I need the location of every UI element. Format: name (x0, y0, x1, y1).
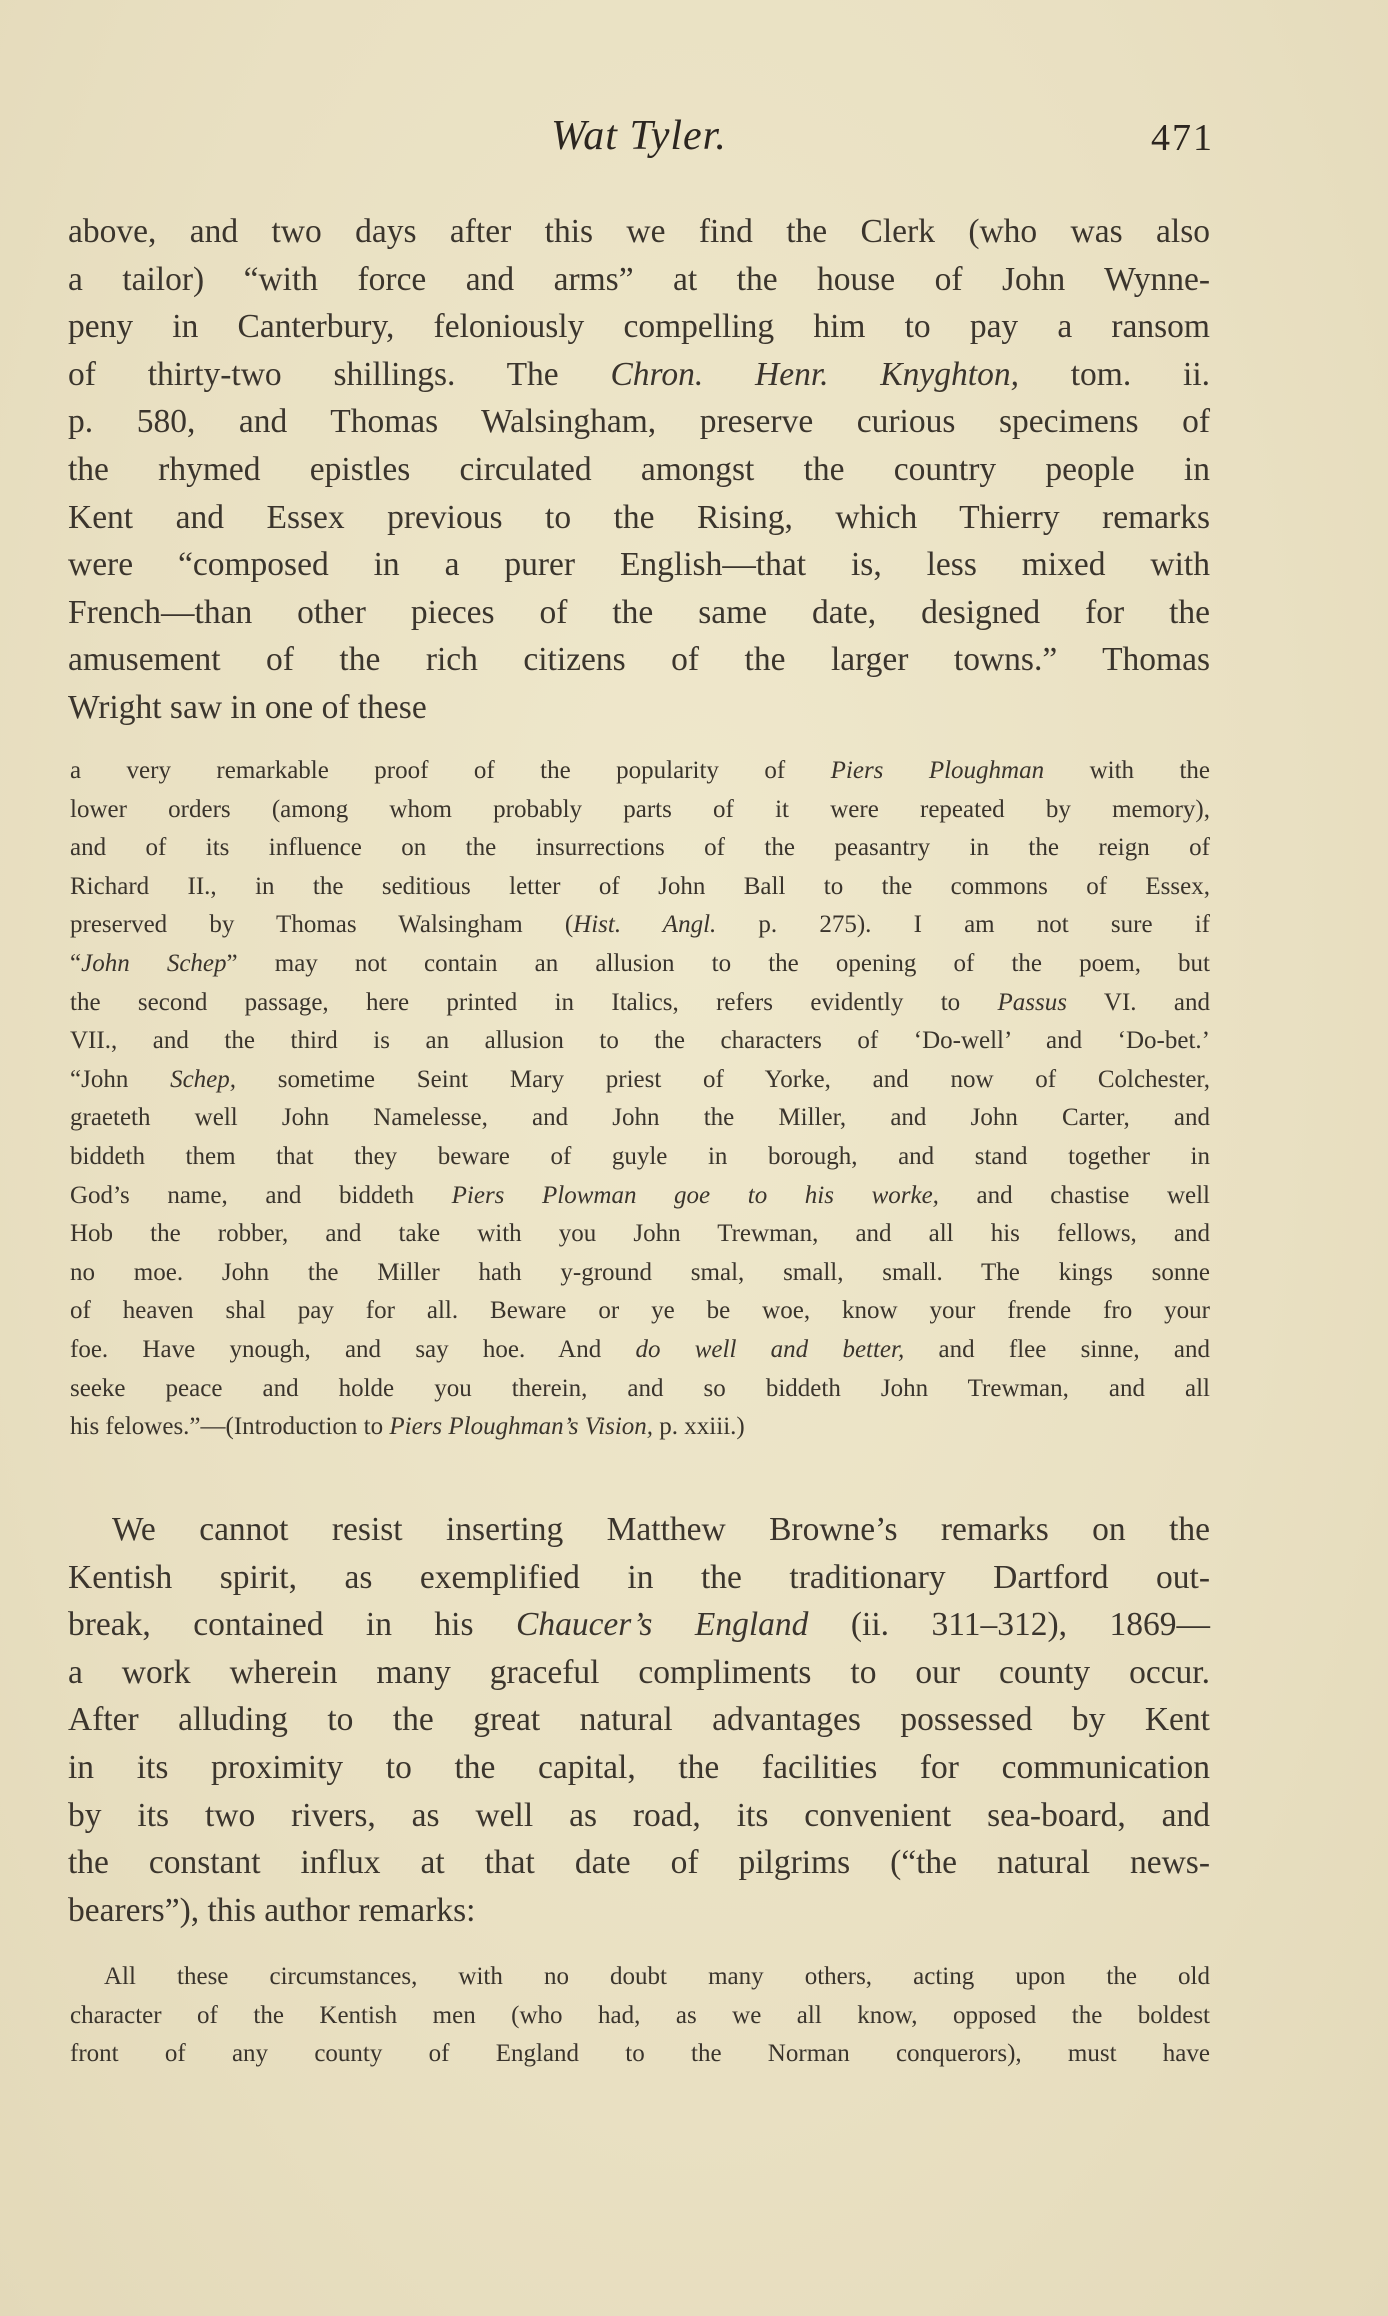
page-number: 471 (1151, 117, 1214, 159)
quote-line: front of any county of England to the Norman conquerors), must have (70, 2040, 1210, 2068)
text-line: above, and two days after this we find the Clerk (who was also (68, 213, 1210, 250)
text-line: peny in Canterbury, feloniously compelling him to pay a ransom (68, 308, 1210, 346)
quote-line: seeke peace and holde you therein, and so biddeth John Trewman, and all (70, 1374, 1210, 1402)
block-quote-1 (70, 752, 1210, 1447)
page-header (68, 112, 1214, 172)
text-line: were “composed in a purer English—that is, less mixed with (68, 546, 1210, 584)
text-line: the rhymed epistles circulated amongst the country people in (68, 450, 1210, 488)
quote-line: All these circumstances, with no doubt many others, acting upon the old (104, 1963, 1210, 1990)
text-line: in its proximity to the capital, the facilities for communication (68, 1748, 1210, 1786)
quote-line: Richard II., in the seditious letter of John Ball to the commons of Essex, (70, 872, 1210, 900)
text-line: the constant influx at that date of pilgrims (“the natural news- (68, 1844, 1210, 1882)
work-title: Piers Plowman goe to his worke, (451, 1181, 939, 1209)
quote-line: no moe. John the Miller hath y-ground smal, small, small. The kings sonne (70, 1258, 1210, 1286)
work-title: Piers Ploughman’s Vision, (389, 1413, 654, 1441)
quote-line: biddeth them that they beware of guyle in borough, and stand together in (70, 1142, 1210, 1170)
quote-line: and of its influence on the insurrections of the peasantry in the reign of (70, 834, 1210, 862)
quote-line: God’s name, and biddeth Piers Plowman goe to his worke, and chastise well (70, 1181, 1211, 1209)
text-line: by its two rivers, as well as road, its convenient sea-board, and (68, 1796, 1210, 1834)
work-title: Piers Ploughman (830, 757, 1045, 784)
quote-line: “John Schep, sometime Seint Mary priest of Yorke, and now of Colchester, (70, 1065, 1211, 1093)
text-line: After alluding to the great natural advantages possessed by Kent (68, 1701, 1210, 1739)
text-line: Kent and Essex previous to the Rising, which Thierry remarks (68, 498, 1210, 536)
text-line: break, contained in his Chaucer’s England (ii. 311–312), 1869— (68, 1606, 1210, 1644)
quote-line: the second passage, here printed in Italics, refers evidently to Passus VI. and (70, 988, 1210, 1016)
text-line: bearers”), this author remarks: (68, 1891, 476, 1929)
running-title: Wat Tyler. (551, 113, 727, 159)
work-title: Schep, (170, 1065, 237, 1093)
text-line: Wright saw in one of these (68, 688, 427, 726)
quote-line: of heaven shal pay for all. Beware or ye be woe, know your frende fro your (70, 1297, 1210, 1325)
paragraph-1 (68, 208, 1210, 732)
quote-line: a very remarkable proof of the popularity of Piers Ploughman with the (70, 757, 1211, 784)
quote-line: graeteth well John Namelesse, and John the Miller, and John Carter, and (70, 1104, 1210, 1132)
paragraph-2 (68, 1506, 1210, 1934)
quote-line: his felowes.”—(Introduction to Piers Ploughman’s Vision, p. xxiii.) (70, 1413, 745, 1441)
text-line: a work wherein many graceful compliments to our county occur. (68, 1653, 1210, 1691)
text-line: Kentish spirit, as exemplified in the traditionary Dartford out- (68, 1558, 1210, 1596)
work-title: John Schep (81, 949, 227, 977)
work-title: Hist. Angl. (573, 911, 717, 939)
work-title: do well and better, (635, 1335, 905, 1363)
work-title: Passus (997, 988, 1067, 1016)
text-line: p. 580, and Thomas Walsingham, preserve curious specimens of (68, 403, 1210, 441)
text-line: French—than other pieces of the same date, designed for the (68, 593, 1210, 631)
text-line: of thirty-two shillings. The Chron. Henr. Knyghton, tom. ii. (68, 355, 1211, 393)
text-line: We cannot resist inserting Matthew Browne’s remarks on the (112, 1511, 1210, 1548)
quote-line: “John Schep” may not contain an allusion to the opening of the poem, but (70, 949, 1211, 977)
text-line: amusement of the rich citizens of the larger towns.” Thomas (68, 641, 1210, 679)
quote-line: character of the Kentish men (who had, as we all know, opposed the boldest (70, 2001, 1210, 2029)
quote-line: foe. Have ynough, and say hoe. And do well and better, and flee sinne, and (70, 1335, 1210, 1363)
quote-line: lower orders (among whom probably parts of it were repeated by memory), (70, 795, 1210, 823)
work-title: Chron. Henr. Knyghton, (610, 355, 1019, 393)
block-quote-2 (70, 1958, 1210, 2074)
quote-line: Hob the robber, and take with you John Trewman, and all his fellows, and (70, 1220, 1210, 1248)
work-title: Chaucer’s England (515, 1606, 809, 1644)
quote-line: preserved by Thomas Walsingham (Hist. Angl. p. 275). I am not sure if (70, 911, 1210, 939)
quote-line: VII., and the third is an allusion to the characters of ‘Do-well’ and ‘Do-bet.’ (70, 1027, 1210, 1055)
text-line: a tailor) “with force and arms” at the house of John Wynne- (68, 260, 1210, 298)
